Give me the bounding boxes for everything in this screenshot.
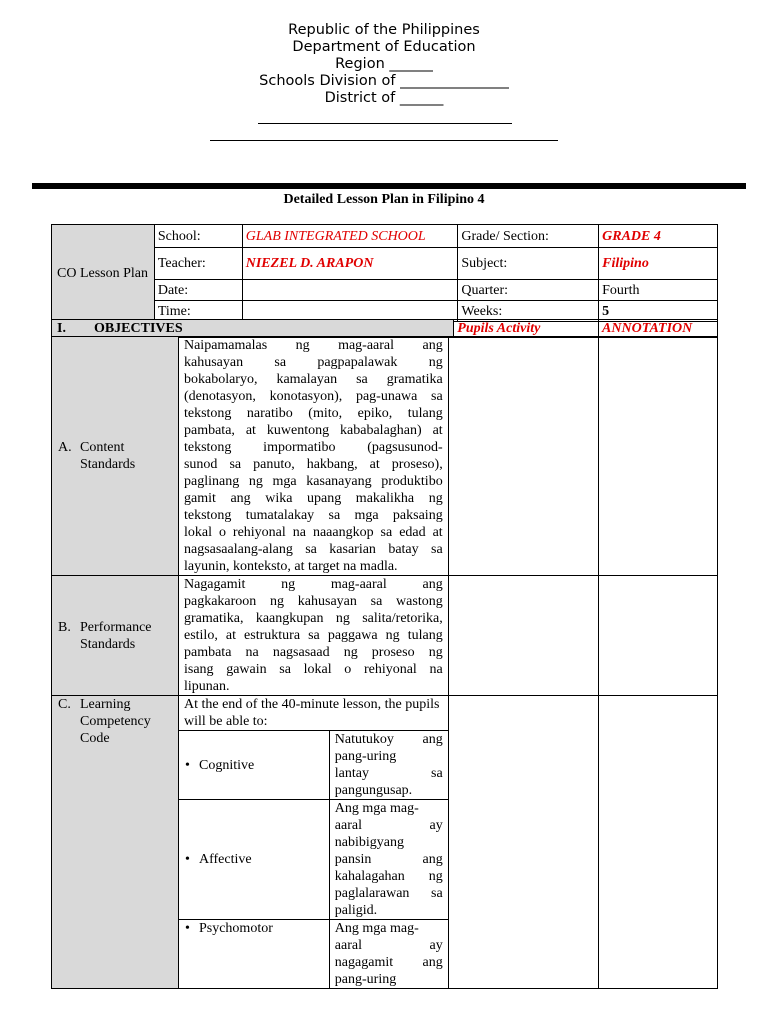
grade-label: Grade/ Section: — [458, 225, 599, 248]
cognitive-text: Natutukoy ang pang-uring lantay sa pangungusap. — [329, 731, 448, 800]
content-annotation-cell — [599, 337, 718, 576]
lesson-plan-title: Detailed Lesson Plan in Filipino 4 — [283, 192, 485, 207]
cognitive-label: • Cognitive — [178, 731, 329, 800]
header-republic: Republic of the Philippines — [288, 22, 480, 38]
content-standards-label: A. Content Standards — [52, 337, 179, 576]
header-divider — [32, 183, 746, 189]
date-label: Date: — [154, 280, 242, 301]
header-department: Department of Education — [292, 39, 476, 55]
competency-pupils-activity-cell — [448, 696, 599, 989]
competency-annotation-cell — [599, 696, 718, 989]
affective-text: Ang mga mag- aaral ay nabibigyang pansin ang kahalagahan ng paglalarawan sa paligid. — [329, 800, 448, 920]
header-blank-line-2 — [210, 140, 558, 141]
weeks-label: Weeks: — [458, 301, 599, 322]
date-value — [242, 280, 458, 301]
teacher-label: Teacher: — [154, 248, 242, 280]
content-standards-text: Naipamamalas ng mag-aaral ang kahusayan sa pagpapalawak ng bokabolaryo, kamalayan sa gramatika (denotasyon, konotasyon), pag-unawa sa tekstong naratibo (mito, epiko, tulang pambata, at kuwentong kababalaghan) at tekstong impormatibo (pagsusunod- sunod sa panuto, hakbang, at proseso), paglinang ng mga kasanayang produktibo gamit ang wika upang makalikha ng tekstong tumatalakay sa mga paksaing lokal o rehiyonal na naaangkop sa edad at nagsasaalang-alang sa kasarian batay sa layunin, konteksto, at target na madla. — [178, 337, 448, 576]
info-table — [51, 224, 718, 322]
weeks-value: 5 — [599, 301, 718, 322]
school-value: GLAB INTEGRATED SCHOOL — [242, 225, 458, 248]
performance-standards-label: B. Performance Standards — [52, 576, 179, 696]
objectives-heading: I. OBJECTIVES — [52, 320, 454, 338]
performance-pupils-activity-cell — [448, 576, 599, 696]
grade-value: GRADE 4 — [599, 225, 718, 248]
annotation-heading: ANNOTATION — [599, 320, 718, 338]
subject-label: Subject: — [458, 248, 599, 280]
content-pupils-activity-cell — [448, 337, 599, 576]
quarter-label: Quarter: — [458, 280, 599, 301]
header-region: Region ______ — [335, 56, 433, 72]
teacher-value: NIEZEL D. ARAPON — [242, 248, 458, 280]
psychomotor-label: • Psychomotor — [178, 920, 329, 989]
quarter-value: Fourth — [599, 280, 718, 301]
header-district: District of ______ — [324, 90, 444, 106]
co-lesson-plan-label: CO Lesson Plan — [52, 225, 155, 322]
pupils-activity-heading: Pupils Activity — [454, 320, 599, 338]
school-label: School: — [154, 225, 242, 248]
affective-label: • Affective — [178, 800, 329, 920]
header-blank-line-1 — [258, 123, 512, 124]
subject-value: Filipino — [599, 248, 718, 280]
psychomotor-text: Ang mga mag- aaral ay nagagamit ang pang-uring — [329, 920, 448, 989]
competency-intro: At the end of the 40-minute lesson, the pupils will be able to: — [178, 696, 448, 731]
time-label: Time: — [154, 301, 242, 322]
performance-standards-text: Nagagamit ng mag-aaral ang pagkakaroon ng kahusayan sa wastong gramatika, kaangkupan ng salita/retorika, estilo, at estruktura sa paggawa ng tulang pambata na nagsasaad ng proseso ng isang gawain sa lokal o rehiyonal na lipunan. — [178, 576, 448, 696]
learning-competency-label: C. Learning Competency Code — [52, 696, 179, 989]
header-division: Schools Division of _______________ — [259, 73, 509, 89]
performance-annotation-cell — [599, 576, 718, 696]
objectives-body-table — [51, 336, 718, 989]
